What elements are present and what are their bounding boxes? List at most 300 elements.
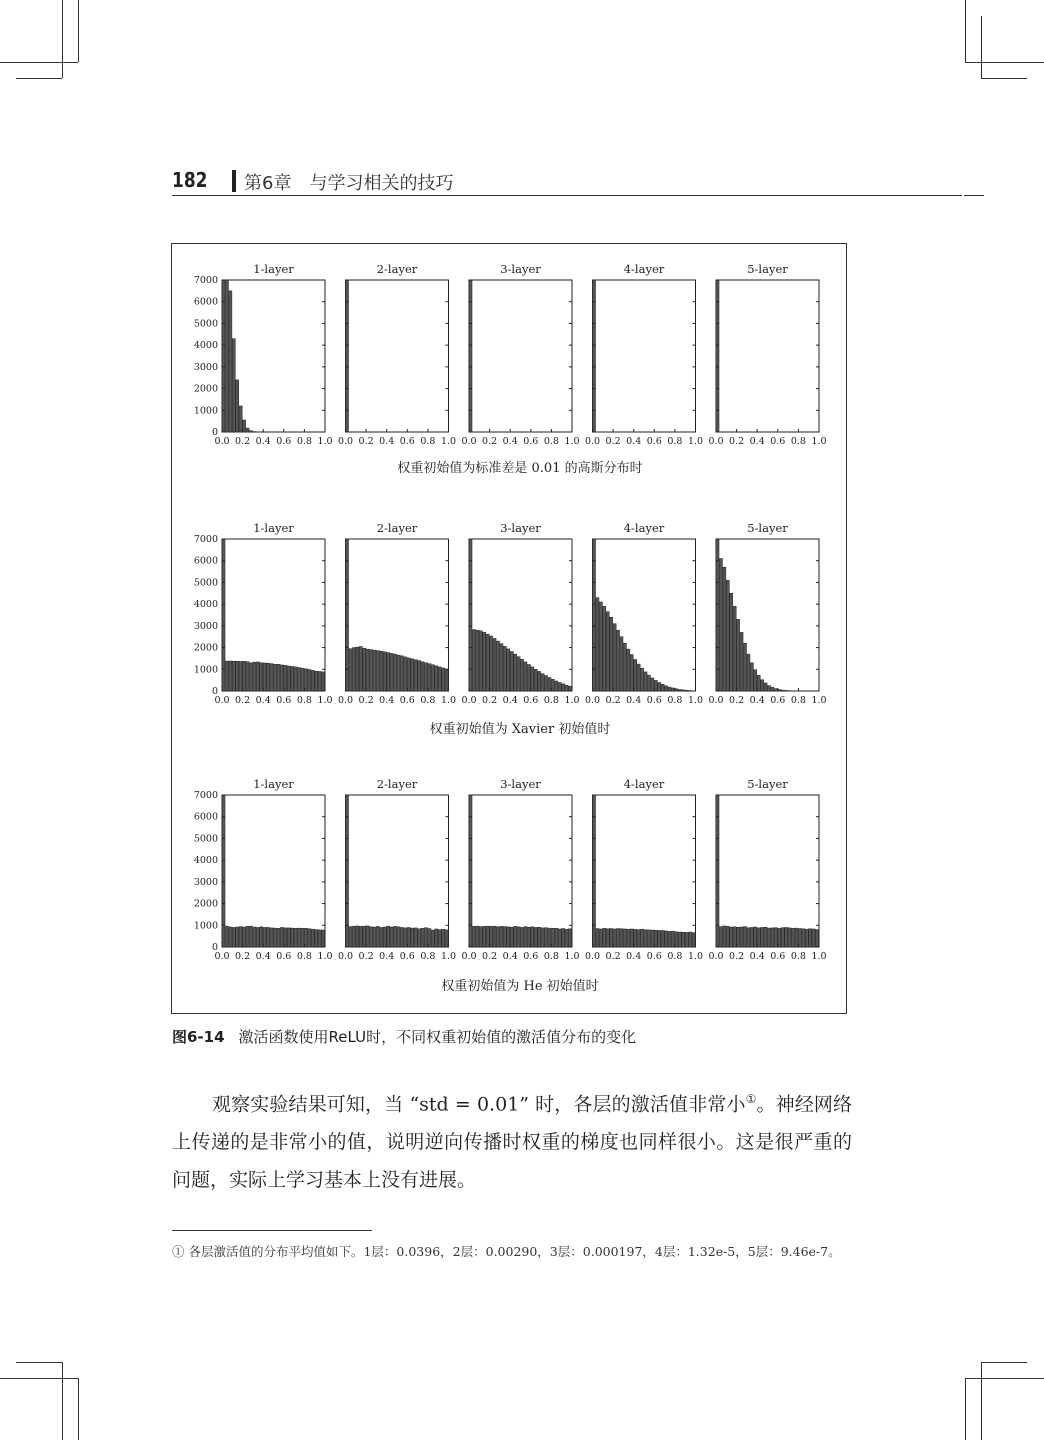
histogram-bar [750,663,753,691]
x-tick-label: 0.0 [708,436,724,447]
histogram-bar [599,929,602,947]
x-tick-label: 0.2 [235,695,251,706]
histogram-bar [682,690,685,691]
histogram-bar [424,663,427,691]
y-tick-label: 4000 [193,340,218,352]
histogram-bar [541,674,544,691]
figure-6-14 [171,243,847,1014]
y-tick-label: 2000 [193,383,218,395]
x-tick-label: 0.8 [543,695,559,706]
histogram-bar [397,655,400,691]
panel-title: 1-layer [253,262,294,276]
histogram-bar [644,930,647,947]
panel-title: 4-layer [623,521,665,535]
histogram-bar [472,630,475,691]
histogram-bar [366,926,369,947]
histogram-bar [308,670,311,692]
histogram-bar [260,663,263,691]
x-tick-label: 0.6 [399,951,415,962]
y-tick-label: 0 [211,427,218,438]
panel-frame [346,280,449,432]
histogram-bar [414,928,417,947]
histogram-bar [599,602,602,691]
histogram-bar [229,661,232,691]
histogram-bar [435,666,438,691]
histogram-bar [647,930,650,947]
histogram-bar [651,930,654,947]
histogram-bar [383,927,386,947]
histogram-bar [716,539,719,691]
histogram-bar [222,539,225,691]
histogram-bar [593,539,596,691]
histogram-bar [743,643,746,691]
panel-title: 3-layer [500,777,541,791]
x-tick-label: 0.8 [420,436,436,447]
histogram-bar [538,671,541,691]
x-tick-label: 0.0 [708,951,724,962]
x-tick-label: 0.4 [502,436,518,447]
histogram-bar [239,661,242,691]
histogram-bar [593,280,596,432]
histogram-bar [521,659,524,691]
histogram-bar [277,928,280,947]
chapter-title: 第6章 与学习相关的技巧 [244,173,454,194]
histogram-bar [256,662,259,691]
y-tick-label: 6000 [193,811,218,823]
x-tick-label: 0.4 [626,436,642,447]
histogram-bar [291,666,294,691]
histogram-bar [630,929,633,947]
histogram-bar [418,929,421,947]
histogram-bar [534,669,537,691]
histogram-bar [479,927,482,947]
histogram-bar [493,638,496,691]
x-tick-label: 0.0 [584,436,601,447]
x-tick-label: 0.2 [729,695,745,706]
histogram-bar [606,929,609,947]
histogram-bar [785,690,788,691]
histogram-bar [418,661,421,691]
histogram-bar [376,651,379,691]
histogram-bar [603,606,606,691]
histogram-bar [617,929,620,947]
header-rule [172,195,962,196]
x-tick-label: 0.2 [729,436,745,447]
x-tick-label: 1.0 [811,695,827,706]
histogram-bar [647,675,650,691]
x-tick-label: 0.2 [482,436,498,447]
histogram-bar [373,927,376,947]
histogram-bar [400,927,403,947]
histogram-bar [569,929,572,947]
histogram-bar [421,662,424,691]
histogram-bar [740,927,743,947]
x-tick-label: 0.4 [502,695,518,706]
histogram-bar [346,539,349,691]
histogram-bar [562,684,565,691]
histogram-bar [346,280,349,432]
histogram-bar [692,933,695,947]
histogram-bar [761,680,764,691]
histogram-bar [445,930,448,947]
histogram-bar [476,926,479,947]
panel-title: 3-layer [500,262,541,276]
x-tick-label: 1.0 [317,695,333,706]
histogram-bar [496,927,499,947]
y-tick-label: 0 [211,942,218,953]
histogram-bar [743,927,746,947]
histogram-bar [394,654,397,691]
x-tick-label: 0.8 [296,695,312,706]
histogram-bar [500,926,503,947]
histogram-bar [545,676,548,691]
x-tick-label: 0.6 [523,951,539,962]
histogram-bar [267,663,270,691]
histogram-bar [517,657,520,691]
histogram-bar [421,928,424,947]
histogram-bar [249,431,252,432]
x-tick-label: 0.6 [523,695,539,706]
histogram-bar [637,664,640,691]
histogram-bar [387,653,390,691]
histogram-bar [771,928,774,947]
histogram-bar [431,930,434,947]
histogram-bar [246,662,249,691]
histogram-bar [610,929,613,947]
histogram-bar [294,667,297,691]
histogram-bar [243,661,246,691]
histogram-bar [627,929,630,947]
footnote-ref[interactable]: ① [745,1092,757,1106]
histogram-bar [246,428,249,432]
histogram-bar [685,932,688,947]
histogram-bar [733,927,736,947]
histogram-bar [503,646,506,691]
histogram-bar [260,927,263,947]
histogram-bar [380,651,383,691]
x-tick-label: 1.0 [564,436,580,447]
histogram-bar [232,339,235,432]
histogram-bar [716,795,719,947]
y-tick-label: 1000 [193,664,218,676]
panel-title: 2-layer [376,262,418,276]
histogram-bar [232,927,235,947]
y-tick-label: 6000 [193,555,218,567]
histogram-bar [469,539,472,691]
histogram-bar [284,665,287,691]
histogram-bar [661,931,664,948]
histogram-bar [764,683,767,691]
histogram-bar [280,665,283,691]
histogram-bar [225,926,228,947]
x-tick-label: 0.8 [543,951,559,962]
histogram-bar [750,927,753,947]
histogram-bar [668,687,671,691]
panel-frame [469,280,572,432]
histogram-bar [507,649,510,691]
histogram-bar [517,927,520,947]
histogram-bar [431,665,434,691]
running-header [172,166,982,196]
histogram-bar [249,926,252,947]
page-number: 182 [172,168,208,192]
histogram-bar [623,643,626,691]
histogram-bar [280,927,283,947]
x-tick-label: 0.4 [379,951,395,962]
x-tick-label: 0.8 [667,436,683,447]
histogram-bar [730,593,733,691]
histogram-bar [630,655,633,691]
histogram-bar [246,926,249,947]
x-tick-label: 0.0 [461,436,477,447]
header-bar [232,170,236,192]
y-tick-label: 3000 [193,361,218,373]
y-tick-label: 1000 [193,405,218,417]
histogram-bar [239,406,242,432]
histogram-bar [555,681,558,691]
histogram-bar [229,927,232,947]
histogram-bar [400,656,403,691]
histogram-bar [545,928,548,947]
histogram-bar [565,929,568,947]
histogram-bar [620,637,623,691]
x-tick-label: 0.2 [605,951,621,962]
histogram-bar [627,649,630,691]
histogram-bar [356,926,359,947]
panel-title: 5-layer [747,262,788,276]
histogram-bar [514,654,517,691]
histogram-bar [349,927,352,947]
histogram-bar [641,668,644,691]
histogram-bar [352,926,355,947]
histogram-bar [318,671,321,691]
x-tick-label: 1.0 [687,951,704,962]
histogram-bar [562,929,565,947]
histogram-bar [737,619,740,691]
histogram-bar [442,929,445,947]
histogram-bar [263,663,266,691]
histogram-bar [531,927,534,947]
x-tick-label: 0.0 [584,951,601,962]
x-tick-label: 0.2 [358,951,374,962]
y-tick-label: 2000 [193,898,218,910]
histogram-bar [634,660,637,691]
histogram-bar [298,928,301,947]
histogram-bar [593,795,596,947]
panel-frame [593,280,696,432]
histogram-bar [565,685,568,691]
histogram-bar [665,931,668,947]
panel-frame [716,280,819,432]
histogram-bar [346,795,349,947]
y-tick-label: 2000 [193,642,218,654]
x-tick-label: 0.0 [337,436,354,447]
x-tick-label: 0.4 [626,695,642,706]
histogram-bar [661,684,664,691]
x-tick-label: 0.0 [337,695,354,706]
x-tick-label: 0.4 [255,436,271,447]
histogram-bar [716,280,719,432]
histogram-bar [510,651,513,691]
histogram-bar [531,667,534,691]
x-tick-label: 0.8 [296,951,312,962]
x-tick-label: 0.0 [337,951,354,962]
histogram-bar [394,926,397,947]
histogram-bar [414,660,417,691]
histogram-bar [322,672,325,691]
histogram-bar [236,661,239,691]
histogram-bar [774,928,777,947]
panel-title: 2-layer [376,521,418,535]
histogram-grid [172,244,848,1015]
x-tick-label: 0.8 [790,436,806,447]
histogram-bar [356,647,359,691]
histogram-bar [785,927,788,947]
histogram-bar [442,668,445,691]
x-tick-label: 0.6 [646,436,662,447]
histogram-bar [730,927,733,947]
histogram-bar [363,648,366,691]
x-tick-label: 0.2 [358,436,374,447]
histogram-bar [733,606,736,691]
histogram-bar [541,928,544,947]
histogram-bar [407,658,410,691]
histogram-bar [370,927,373,947]
histogram-bar [438,930,441,947]
x-tick-label: 0.4 [255,951,271,962]
histogram-bar [236,927,239,947]
x-tick-label: 0.4 [749,951,765,962]
x-tick-label: 0.2 [729,951,745,962]
histogram-bar [596,929,599,947]
x-tick-label: 0.0 [214,695,230,706]
y-tick-label: 4000 [193,855,218,867]
x-tick-label: 1.0 [440,695,457,706]
x-tick-label: 0.6 [770,951,786,962]
x-tick-label: 0.4 [626,951,642,962]
x-tick-label: 1.0 [811,951,827,962]
histogram-bar [555,928,558,947]
histogram-bar [651,678,654,691]
histogram-bar [538,927,541,947]
histogram-bar [267,927,270,947]
histogram-bar [678,689,681,691]
footnote: ① 各层激活值的分布平均值如下。1层：0.0396，2层：0.00290，3层：0.000197，4层：1.32e-5，5层：9.46e-7。 [172,1244,841,1259]
x-tick-label: 0.8 [790,695,806,706]
y-tick-label: 5000 [193,833,218,845]
y-tick-label: 1000 [193,920,218,932]
histogram-bar [569,686,572,691]
header-rule-tail [964,195,984,196]
histogram-bar [596,598,599,691]
histogram-bar [435,929,438,947]
histogram-bar [816,930,819,947]
histogram-bar [812,929,815,947]
histogram-bar [521,927,524,947]
histogram-bar [620,929,623,947]
histogram-bar [534,927,537,947]
x-tick-label: 0.8 [543,436,559,447]
histogram-bar [514,926,517,947]
histogram-bar [424,928,427,947]
histogram-bar [363,926,366,947]
histogram-bar [524,927,527,947]
histogram-bar [637,930,640,947]
histogram-bar [483,926,486,947]
histogram-bar [253,927,256,947]
histogram-bar [380,927,383,947]
histogram-bar [658,931,661,948]
caption-number: 图6-14 [172,1028,225,1046]
x-tick-label: 1.0 [440,436,457,447]
histogram-bar [311,929,314,947]
x-tick-label: 0.4 [749,436,765,447]
x-tick-label: 1.0 [564,951,580,962]
histogram-bar [274,928,277,947]
figure-caption [172,1026,636,1047]
panel-frame [469,795,572,947]
histogram-bar [376,926,379,947]
histogram-bar [366,649,369,691]
x-tick-label: 1.0 [317,951,333,962]
histogram-bar [359,926,362,947]
caption-text: 激活函数使用ReLU时，不同权重初始值的激活值分布的变化 [238,1028,637,1046]
x-tick-label: 1.0 [687,436,704,447]
histogram-bar [726,926,729,947]
histogram-bar [222,280,225,432]
histogram-bar [496,641,499,691]
panel-title: 1-layer [253,521,294,535]
histogram-bar [490,926,493,947]
y-tick-label: 3000 [193,620,218,632]
x-tick-label: 0.2 [605,695,621,706]
histogram-bar [558,929,561,947]
histogram-bar [548,928,551,947]
histogram-bar [445,669,448,691]
x-tick-label: 0.8 [420,695,436,706]
histogram-bar [507,927,510,947]
histogram-bar [390,653,393,691]
histogram-bar [390,927,393,947]
histogram-bar [527,927,530,947]
y-tick-label: 0 [211,686,218,697]
histogram-bar [792,928,795,947]
histogram-bar [623,929,626,947]
x-tick-label: 0.2 [235,436,251,447]
histogram-bar [689,932,692,947]
histogram-bar [249,663,252,691]
histogram-bar [301,928,304,947]
histogram-bar [795,928,798,947]
histogram-bar [383,652,386,691]
histogram-bar [483,632,486,691]
histogram-bar [239,927,242,947]
histogram-bar [270,664,273,691]
histogram-bar [747,928,750,947]
histogram-bar [270,928,273,947]
histogram-bar [671,931,674,947]
x-tick-label: 0.2 [482,695,498,706]
x-tick-label: 0.6 [770,695,786,706]
x-tick-label: 0.2 [358,695,374,706]
histogram-bar [558,683,561,691]
histogram-bar [685,690,688,691]
histogram-bar [315,930,318,947]
x-tick-label: 0.0 [214,436,230,447]
histogram-bar [352,648,355,691]
panel-frame [346,795,449,947]
histogram-bar [277,664,280,691]
